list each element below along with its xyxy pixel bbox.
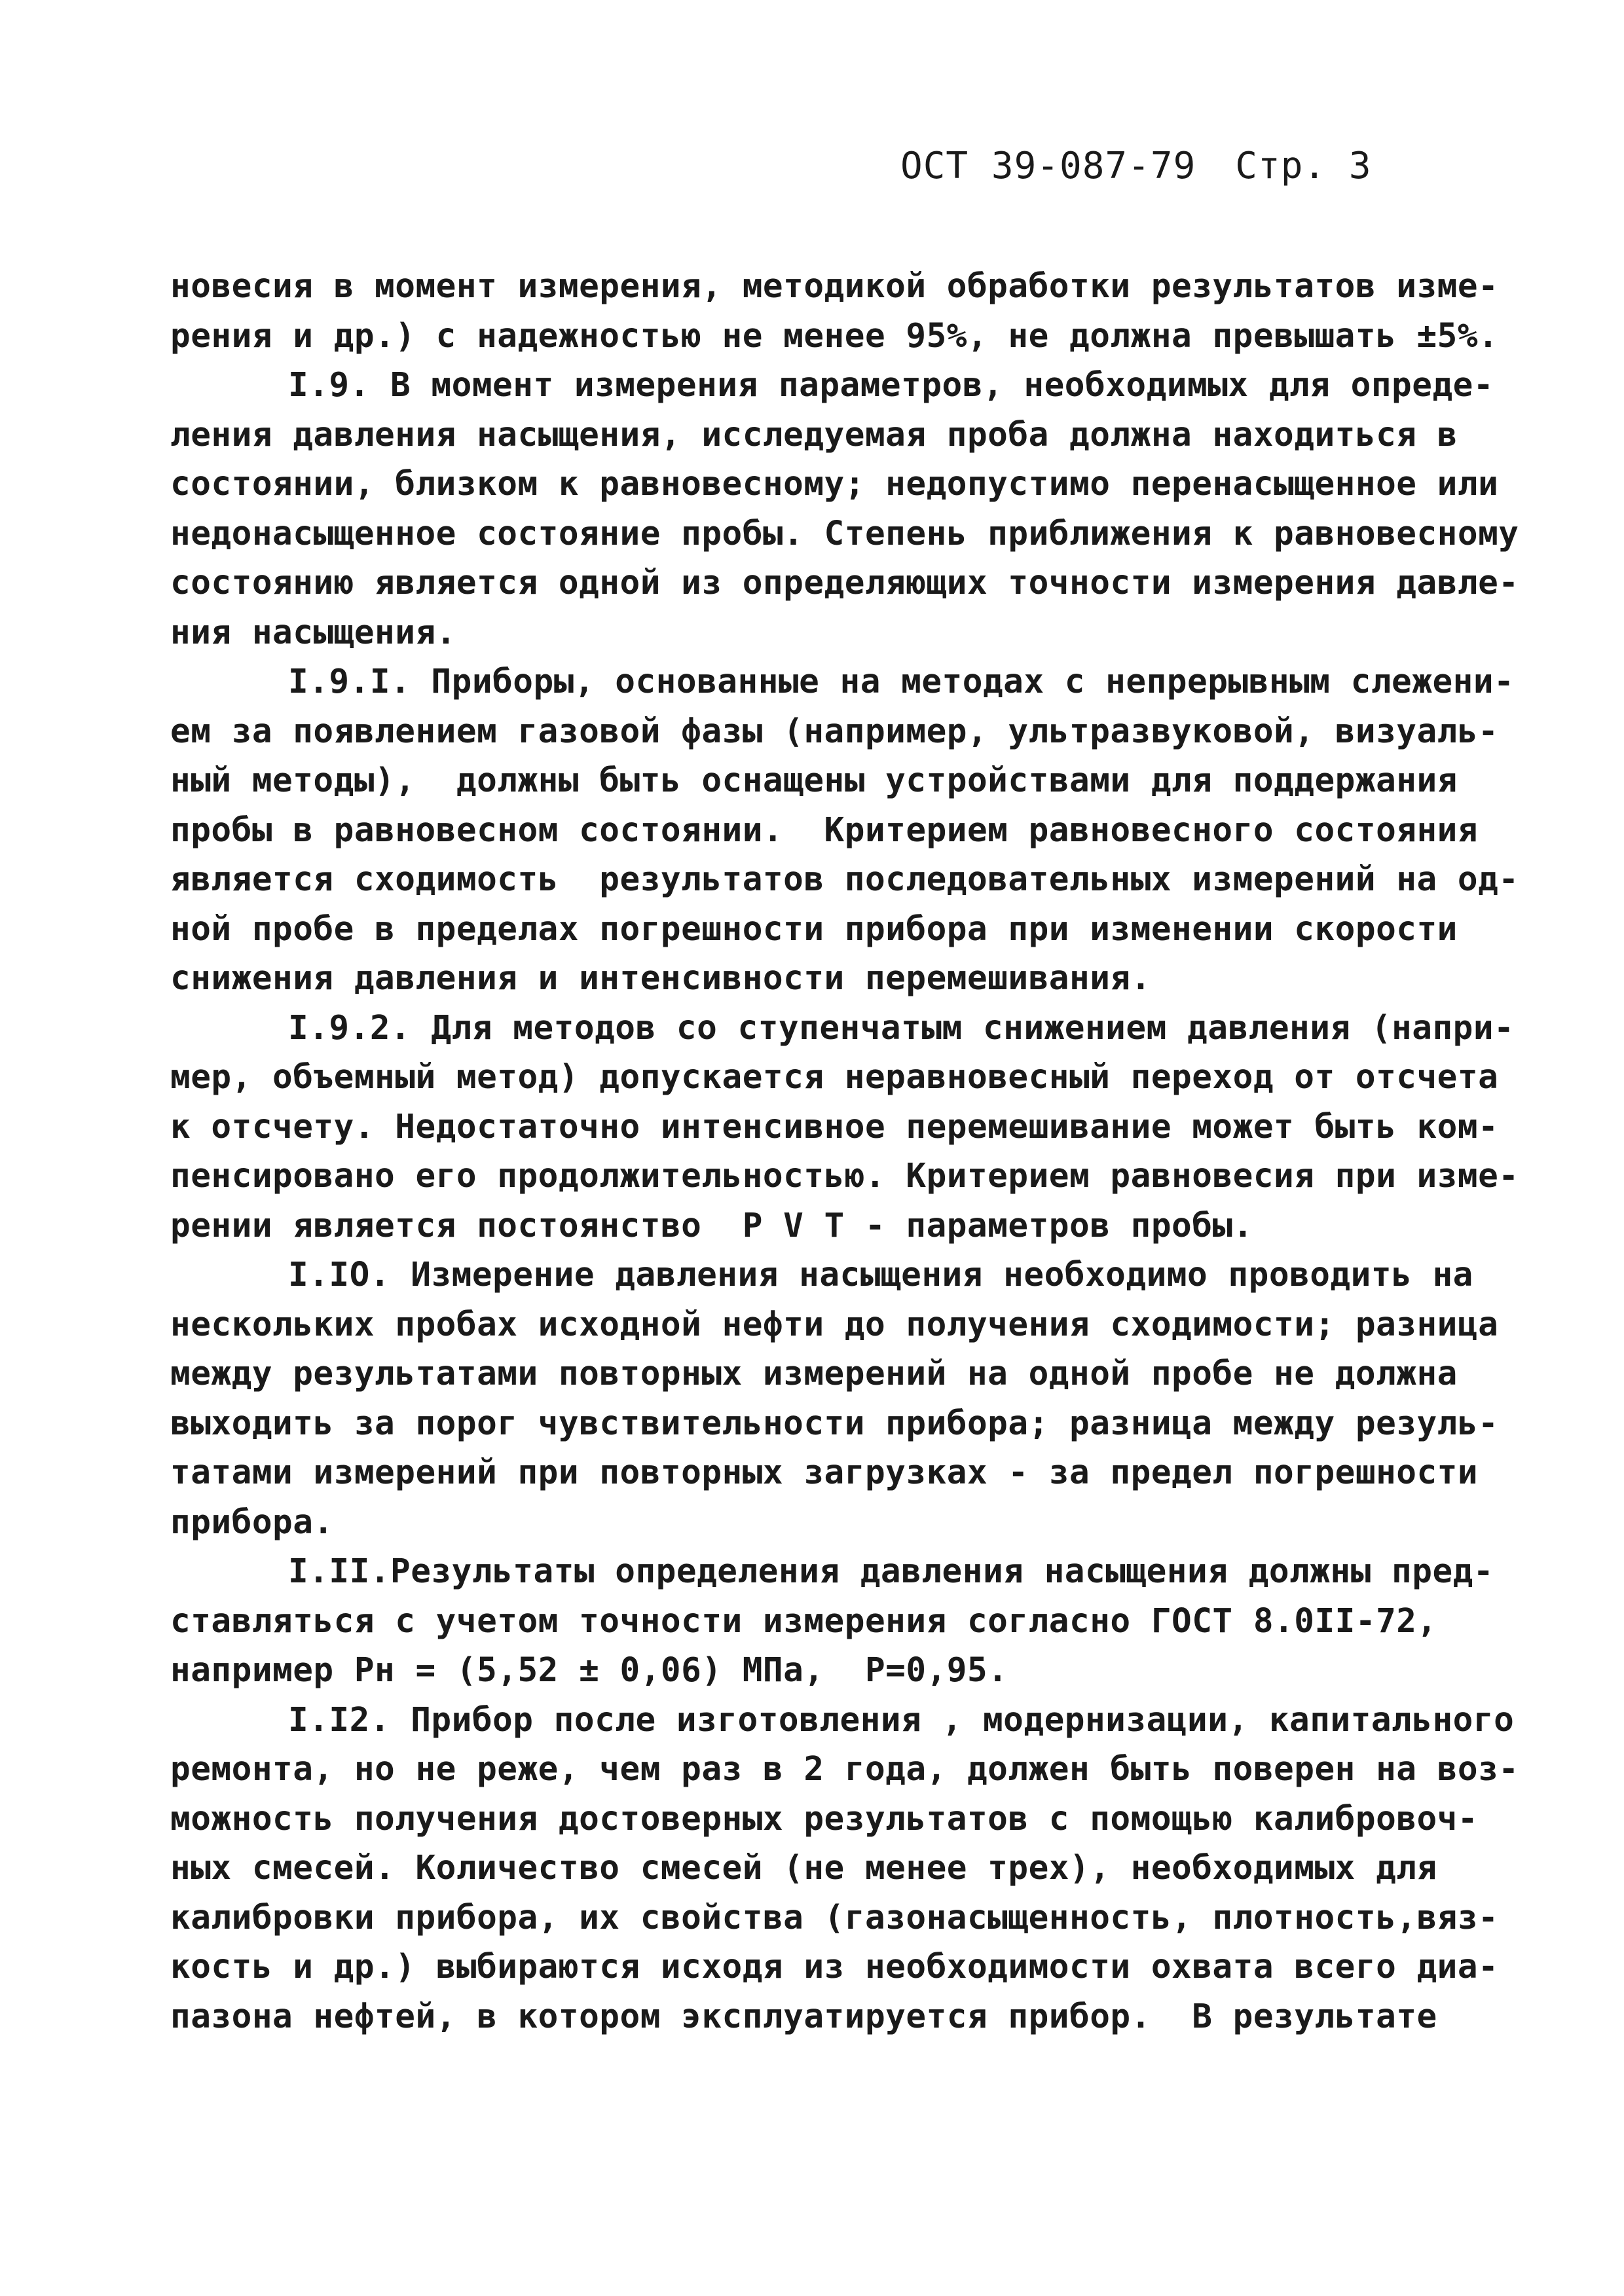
text-line: татами измерений при повторных загрузках - за предел погрешности (170, 1453, 1479, 1492)
text-line: рения и др.) с надежностью не менее 95%, не должна превышать ±5%. (170, 316, 1499, 355)
text-line: ремонта, но не реже, чем раз в 2 года, должен быть поверен на воз- (170, 1750, 1519, 1789)
text-line: прибора. (170, 1503, 334, 1542)
text-line: является сходимость результатов последовательных измерений на од- (170, 860, 1519, 899)
text-line: новесия в момент измерения, методикой обработки результатов изме- (170, 267, 1499, 306)
text-line: калибровки прибора, их свойства (газонасыщенность, плотность,вяз- (170, 1898, 1499, 1937)
text-line: мер, объемный метод) допускается неравновесный переход от отсчета (170, 1058, 1499, 1097)
text-line: ем за появлением газовой фазы (например, ультразвуковой, визуаль- (170, 712, 1499, 751)
text-line: I.IO. Измерение давления насыщения необходимо проводить на (288, 1256, 1473, 1294)
text-line: ной пробе в пределах погрешности прибора при изменении скорости (170, 909, 1458, 949)
text-line: I.9.I. Приборы, основанные на методах с непрерывным слежени- (288, 663, 1515, 701)
text-line: к отсчету. Недостаточно интенсивное перемешивание может быть ком- (170, 1107, 1499, 1146)
text-line: ставляться с учетом точности измерения согласно ГОСТ 8.0II-72, (170, 1601, 1437, 1641)
text-line: состоянию является одной из определяющих точности измерения давле- (170, 564, 1519, 602)
text-line: ления давления насыщения, исследуемая проба должна находиться в (170, 415, 1458, 454)
text-line: кость и др.) выбираются исходя из необходимости охвата всего диа- (170, 1948, 1499, 1986)
text-line: недонасыщенное состояние пробы. Степень приближения к равновесному (170, 514, 1519, 553)
text-line: ный методы), должны быть оснащены устройствами для поддержания (170, 761, 1458, 800)
text-line: пробы в равновесном состоянии. Критерием равновесного состояния (170, 811, 1479, 850)
page-number: Стр. 3 (1235, 145, 1372, 187)
body-text (170, 262, 1519, 2041)
text-line: нескольких пробах исходной нефти до получения сходимости; разница (170, 1305, 1499, 1344)
text-line: можность получения достоверных результатов с помощью калибровоч- (170, 1799, 1479, 1838)
text-line: I.I2. Прибор после изготовления , модернизации, капитального (288, 1700, 1515, 1740)
text-line: пенсировано его продолжительностью. Критерием равновесия при изме- (170, 1157, 1519, 1195)
text-line: ных смесей. Количество смесей (не менее трех), необходимых для (170, 1849, 1437, 1887)
standard-number: ОСТ 39-087-79 (900, 145, 1196, 187)
text-line: между результатами повторных измерений на одной пробе не должна (170, 1355, 1458, 1393)
text-line: рении является постоянство P V T - параметров пробы. (170, 1206, 1253, 1245)
text-line: например Pн = (5,52 ± 0,06) МПа, P=0,95. (170, 1651, 1008, 1690)
text-line: снижения давления и интенсивности перемешивания. (170, 959, 1151, 998)
text-line: ния насыщения. (170, 613, 456, 652)
text-line: I.II.Результаты определения давления насыщения должны пред- (288, 1552, 1494, 1591)
text-line: I.9. В момент измерения параметров, необходимых для опреде- (288, 366, 1494, 405)
text-line: пазона нефтей, в котором эксплуатируется прибор. В результате (170, 1997, 1437, 2036)
text-line: выходить за порог чувствительности прибора; разница между резуль- (170, 1404, 1499, 1443)
text-line: состоянии, близком к равновесному; недопустимо перенасыщенное или (170, 465, 1499, 503)
text-line: I.9.2. Для методов со ступенчатым снижением давления (напри- (288, 1008, 1515, 1048)
page-header (900, 145, 1372, 187)
